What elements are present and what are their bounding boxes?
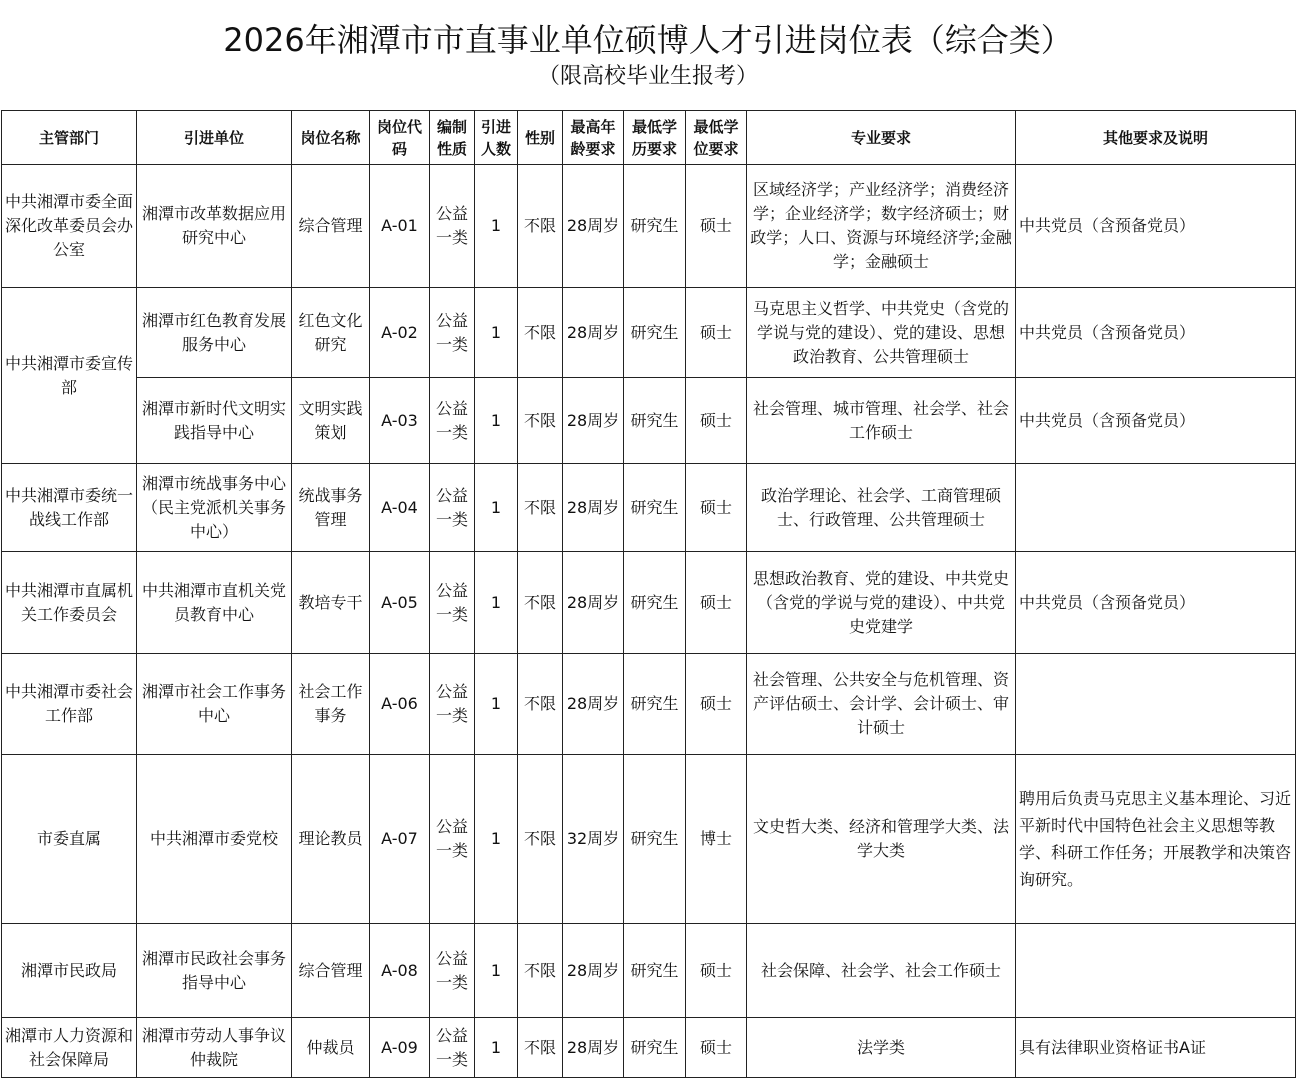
degree-cell: 博士 <box>686 755 747 924</box>
post-cell: 红色文化研究 <box>292 288 370 378</box>
gender-cell: 不限 <box>518 378 563 464</box>
header-cell: 最低学历要求 <box>624 111 686 165</box>
table-row <box>2 288 1296 378</box>
note-cell: 中共党员（含预备党员） <box>1016 552 1296 654</box>
unit-cell: 湘潭市改革数据应用研究中心 <box>137 165 292 288</box>
positions-table <box>1 110 1296 1078</box>
gender-cell: 不限 <box>518 924 563 1018</box>
major-cell: 社会管理、公共安全与危机管理、资产评估硕士、会计学、会计硕士、审计硕士 <box>747 654 1016 755</box>
age-cell: 28周岁 <box>563 924 624 1018</box>
post-cell: 社会工作事务 <box>292 654 370 755</box>
table-row <box>2 165 1296 288</box>
unit-cell: 中共湘潭市委党校 <box>137 755 292 924</box>
count-cell: 1 <box>475 464 518 552</box>
unit-cell: 湘潭市劳动人事争议仲裁院 <box>137 1018 292 1078</box>
table-row <box>2 464 1296 552</box>
age-cell: 28周岁 <box>563 1018 624 1078</box>
edu-cell: 研究生 <box>624 552 686 654</box>
edu-cell: 研究生 <box>624 1018 686 1078</box>
code-cell: A-07 <box>370 755 430 924</box>
degree-cell: 硕士 <box>686 1018 747 1078</box>
unit-cell: 湘潭市红色教育发展服务中心 <box>137 288 292 378</box>
degree-cell: 硕士 <box>686 552 747 654</box>
code-cell: A-06 <box>370 654 430 755</box>
dept-cell: 湘潭市人力资源和社会保障局 <box>2 1018 137 1078</box>
header-cell: 最高年龄要求 <box>563 111 624 165</box>
dept-cell: 中共湘潭市直属机关工作委员会 <box>2 552 137 654</box>
gender-cell: 不限 <box>518 654 563 755</box>
gender-cell: 不限 <box>518 165 563 288</box>
major-cell: 文史哲大类、经济和管理学大类、法学大类 <box>747 755 1016 924</box>
count-cell: 1 <box>475 165 518 288</box>
table-row <box>2 924 1296 1018</box>
note-cell: 中共党员（含预备党员） <box>1016 165 1296 288</box>
header-cell: 引进人数 <box>475 111 518 165</box>
code-cell: A-04 <box>370 464 430 552</box>
table-row <box>2 1018 1296 1078</box>
page-subtitle: （限高校毕业生报考） <box>537 64 758 89</box>
nature-cell: 公益一类 <box>430 654 475 755</box>
note-cell: 中共党员（含预备党员） <box>1016 288 1296 378</box>
major-cell: 思想政治教育、党的建设、中共党史（含党的学说与党的建设）、中共党史党建学 <box>747 552 1016 654</box>
nature-cell: 公益一类 <box>430 464 475 552</box>
header-cell: 最低学位要求 <box>686 111 747 165</box>
code-cell: A-08 <box>370 924 430 1018</box>
degree-cell: 硕士 <box>686 165 747 288</box>
post-cell: 理论教员 <box>292 755 370 924</box>
code-cell: A-01 <box>370 165 430 288</box>
edu-cell: 研究生 <box>624 924 686 1018</box>
header-cell: 专业要求 <box>747 111 1016 165</box>
code-cell: A-02 <box>370 288 430 378</box>
unit-cell: 湘潭市新时代文明实践指导中心 <box>137 378 292 464</box>
dept-cell: 中共湘潭市委社会工作部 <box>2 654 137 755</box>
major-cell: 马克思主义哲学、中共党史（含党的学说与党的建设）、党的建设、思想政治教育、公共管理硕士 <box>747 288 1016 378</box>
edu-cell: 研究生 <box>624 755 686 924</box>
note-cell <box>1016 924 1296 1018</box>
code-cell: A-09 <box>370 1018 430 1078</box>
post-cell: 综合管理 <box>292 165 370 288</box>
code-cell: A-03 <box>370 378 430 464</box>
age-cell: 28周岁 <box>563 464 624 552</box>
age-cell: 32周岁 <box>563 755 624 924</box>
page-title: 2026年湘潭市市直事业单位硕博人才引进岗位表（综合类） <box>223 21 1073 59</box>
note-cell: 中共党员（含预备党员） <box>1016 378 1296 464</box>
header-cell: 引进单位 <box>137 111 292 165</box>
table-row <box>2 755 1296 924</box>
major-cell: 政治学理论、社会学、工商管理硕士、行政管理、公共管理硕士 <box>747 464 1016 552</box>
gender-cell: 不限 <box>518 1018 563 1078</box>
edu-cell: 研究生 <box>624 288 686 378</box>
major-cell: 法学类 <box>747 1018 1016 1078</box>
header-cell: 主管部门 <box>2 111 137 165</box>
note-cell: 具有法律职业资格证书A证 <box>1016 1018 1296 1078</box>
unit-cell: 湘潭市统战事务中心（民主党派机关事务中心） <box>137 464 292 552</box>
post-cell: 文明实践策划 <box>292 378 370 464</box>
header-cell: 性别 <box>518 111 563 165</box>
age-cell: 28周岁 <box>563 654 624 755</box>
count-cell: 1 <box>475 924 518 1018</box>
header-cell: 其他要求及说明 <box>1016 111 1296 165</box>
dept-cell: 中共湘潭市委全面深化改革委员会办公室 <box>2 165 137 288</box>
count-cell: 1 <box>475 378 518 464</box>
nature-cell: 公益一类 <box>430 288 475 378</box>
table-header <box>2 111 1296 165</box>
nature-cell: 公益一类 <box>430 378 475 464</box>
degree-cell: 硕士 <box>686 924 747 1018</box>
count-cell: 1 <box>475 552 518 654</box>
major-cell: 社会管理、城市管理、社会学、社会工作硕士 <box>747 378 1016 464</box>
dept-cell: 中共湘潭市委宣传部 <box>2 288 137 464</box>
count-cell: 1 <box>475 654 518 755</box>
nature-cell: 公益一类 <box>430 552 475 654</box>
table-body <box>2 165 1296 1078</box>
age-cell: 28周岁 <box>563 288 624 378</box>
dept-cell: 市委直属 <box>2 755 137 924</box>
post-cell: 教培专干 <box>292 552 370 654</box>
table-row <box>2 552 1296 654</box>
major-cell: 社会保障、社会学、社会工作硕士 <box>747 924 1016 1018</box>
post-cell: 仲裁员 <box>292 1018 370 1078</box>
header-cell: 岗位代码 <box>370 111 430 165</box>
table-row <box>2 378 1296 464</box>
nature-cell: 公益一类 <box>430 924 475 1018</box>
nature-cell: 公益一类 <box>430 165 475 288</box>
degree-cell: 硕士 <box>686 654 747 755</box>
nature-cell: 公益一类 <box>430 1018 475 1078</box>
degree-cell: 硕士 <box>686 288 747 378</box>
header-cell: 岗位名称 <box>292 111 370 165</box>
edu-cell: 研究生 <box>624 378 686 464</box>
gender-cell: 不限 <box>518 552 563 654</box>
count-cell: 1 <box>475 288 518 378</box>
note-cell: 聘用后负责马克思主义基本理论、习近平新时代中国特色社会主义思想等教学、科研工作任务；开展教学和决策咨询研究。 <box>1016 755 1296 924</box>
dept-cell: 中共湘潭市委统一战线工作部 <box>2 464 137 552</box>
degree-cell: 硕士 <box>686 378 747 464</box>
age-cell: 28周岁 <box>563 165 624 288</box>
document-header <box>0 0 1296 110</box>
note-cell <box>1016 654 1296 755</box>
header-cell: 编制性质 <box>430 111 475 165</box>
unit-cell: 中共湘潭市直机关党员教育中心 <box>137 552 292 654</box>
edu-cell: 研究生 <box>624 165 686 288</box>
unit-cell: 湘潭市民政社会事务指导中心 <box>137 924 292 1018</box>
gender-cell: 不限 <box>518 755 563 924</box>
edu-cell: 研究生 <box>624 654 686 755</box>
post-cell: 综合管理 <box>292 924 370 1018</box>
major-cell: 区域经济学；产业经济学；消费经济学；企业经济学；数字经济硕士；财政学；人口、资源与环境经济学;金融学；金融硕士 <box>747 165 1016 288</box>
nature-cell: 公益一类 <box>430 755 475 924</box>
gender-cell: 不限 <box>518 464 563 552</box>
table-row <box>2 654 1296 755</box>
code-cell: A-05 <box>370 552 430 654</box>
gender-cell: 不限 <box>518 288 563 378</box>
dept-cell: 湘潭市民政局 <box>2 924 137 1018</box>
unit-cell: 湘潭市社会工作事务中心 <box>137 654 292 755</box>
age-cell: 28周岁 <box>563 378 624 464</box>
note-cell <box>1016 464 1296 552</box>
count-cell: 1 <box>475 755 518 924</box>
age-cell: 28周岁 <box>563 552 624 654</box>
degree-cell: 硕士 <box>686 464 747 552</box>
post-cell: 统战事务管理 <box>292 464 370 552</box>
edu-cell: 研究生 <box>624 464 686 552</box>
count-cell: 1 <box>475 1018 518 1078</box>
